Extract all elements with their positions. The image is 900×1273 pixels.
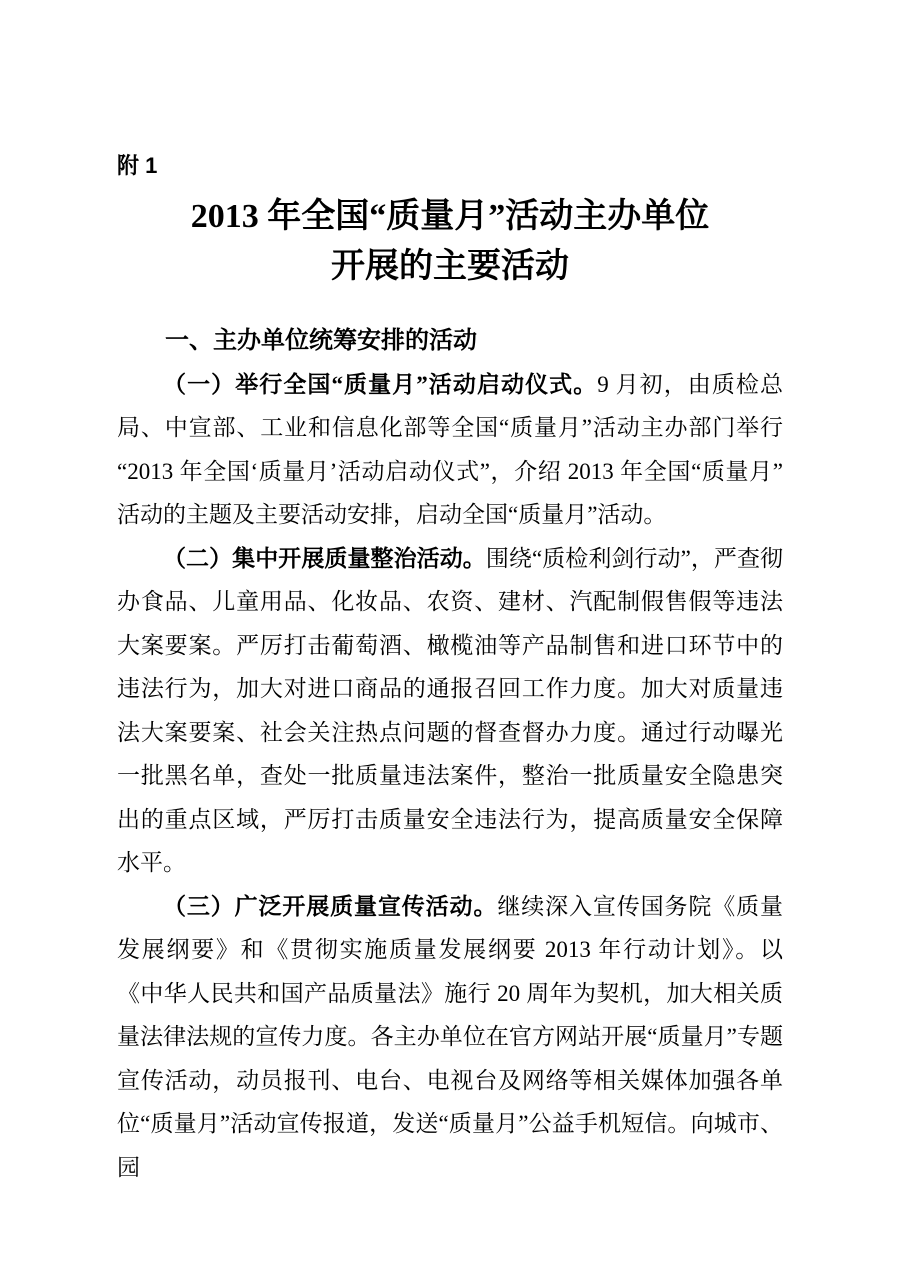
paragraph-1 [117,363,783,537]
section-heading: 一、主办单位统筹安排的活动 [165,326,477,354]
paragraph-1-lead: （一）举行全国“质量月”活动启动仪式。 [163,371,598,397]
document-title [117,192,783,292]
paragraph-2-body: 围绕“质检利剑行动”，严查彻办食品、儿童用品、化妆品、农资、建材、汽配制假售假等违法大案要案。严厉打击葡萄酒、橄榄油等产品制售和进口环节中的违法行为，加大对进口商品的通报召回工作力度。加大对质量违法大案要案、社会关注热点问题的督查督办力度。通过行动曝光一批黑名单，查处一批质量违法案件，整治一批质量安全隐患突出的重点区域，严厉打击质量安全违法行为，提高质量安全保障水平。 [117,545,784,876]
document-content [117,0,783,1189]
paragraph-2 [117,537,783,885]
document-title-line-2: 开展的主要活动 [331,247,569,285]
document-title-line-1: 2013 年全国“质量月”活动主办单位 [190,197,710,235]
paragraph-2-lead: （二）集中开展质量整治活动。 [163,545,486,571]
paragraph-3-body: 继续深入宣传国务院《质量发展纲要》和《贯彻实施质量发展纲要 2013 年行动计划》。以《中华人民共和国产品质量法》施行 20 周年为契机，加大相关质量法律法规的宣传力度。各主办单位在官方网站开展“质量月”专题宣传活动，动员报刊、电台、电视台及网络等相关媒体加强各单位“质量月”活动宣传报道，发送“质量月”公益手机短信。向城市、园 [117,893,784,1180]
attachment-label: 附 1 [117,153,158,178]
paragraph-3 [117,885,783,1190]
paragraph-3-lead: （三）广泛开展质量宣传活动。 [163,893,498,919]
paragraph-1-body: 9 月初，由质检总局、中宣部、工业和信息化部等全国“质量月”活动主办部门举行“2013 年全国‘质量月’活动启动仪式”，介绍 2013 年全国“质量月”活动的主题及主要活动安排，启动全国“质量月”活动。 [117,371,784,528]
